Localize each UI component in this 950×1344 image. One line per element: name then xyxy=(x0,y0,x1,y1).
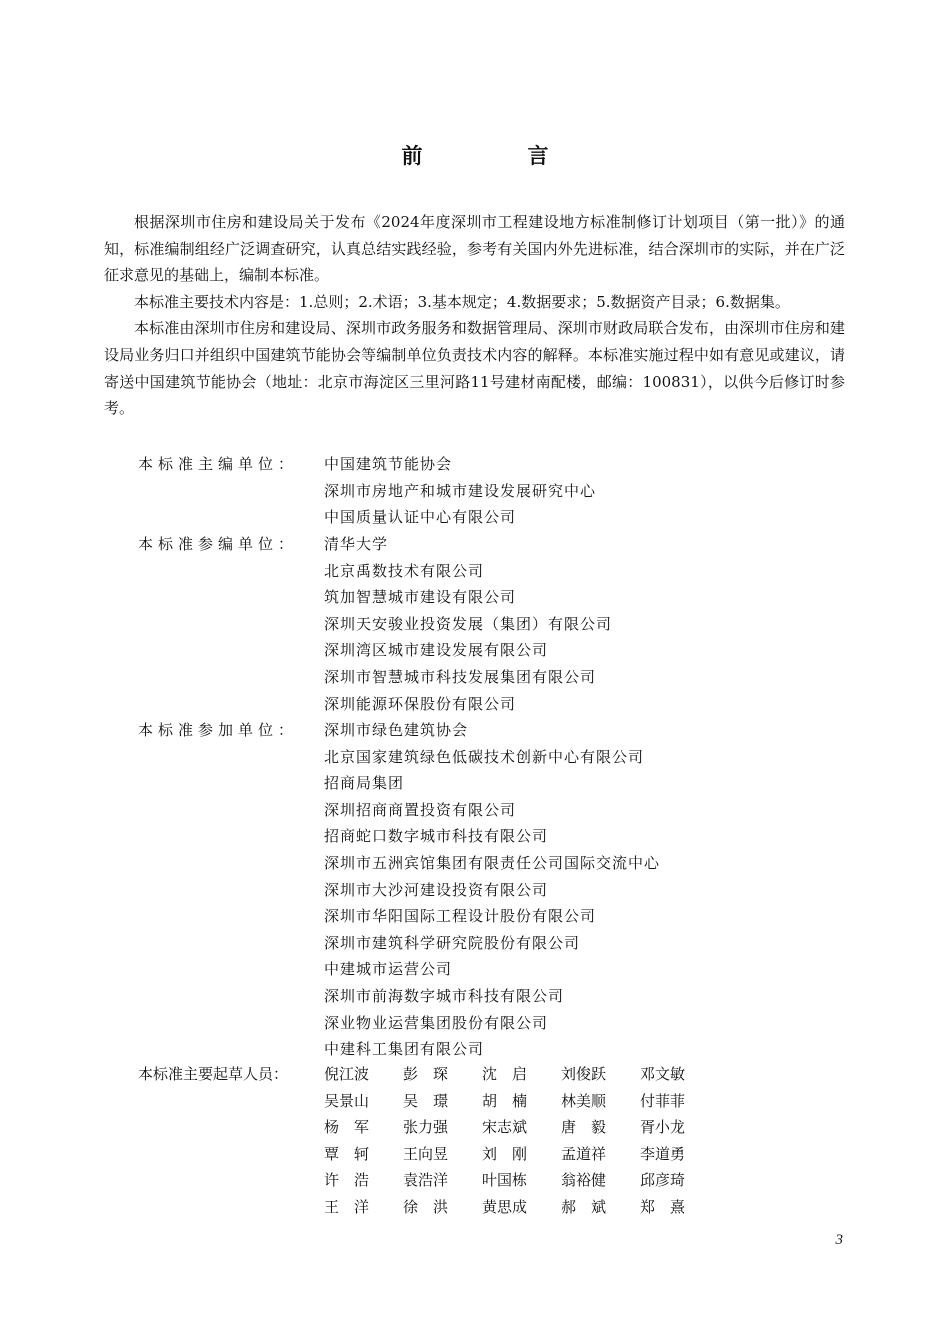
drafters-row xyxy=(324,1061,719,1088)
person-name: 王 洋 xyxy=(324,1197,370,1216)
person-name: 孟道祥 xyxy=(561,1144,607,1163)
person-name: 胡 楠 xyxy=(482,1091,528,1110)
drafters-label: 本标准主要起草人员： xyxy=(138,1065,289,1083)
org-row xyxy=(138,664,858,691)
org-row xyxy=(138,770,858,797)
person-name: 宋志斌 xyxy=(482,1118,528,1137)
org-row xyxy=(138,637,858,664)
person-name: 吴 璟 xyxy=(403,1091,449,1110)
org-row xyxy=(138,797,858,824)
person-name: 杨 军 xyxy=(324,1118,370,1137)
preface-body xyxy=(104,209,845,422)
paragraph-background: 根据深圳市住房和建设局关于发布《2024年度深圳市工程建设地方标准制修订计划项目（第一批）》的通知，标准编制组经广泛调查研究，认真总结实践经验，参考有关国内外先进标准，结合深圳市的实际，并在广泛征求意见的基础上，编制本标准。 xyxy=(104,213,845,285)
org-row xyxy=(138,451,858,478)
drafters-row xyxy=(324,1114,719,1141)
org-row xyxy=(138,717,858,744)
org-row xyxy=(138,691,858,718)
person-name: 张力强 xyxy=(403,1118,449,1137)
person-name: 林美顺 xyxy=(561,1091,607,1110)
co-editor-label: 本标准参编单位： xyxy=(138,535,299,553)
person-name: 倪江波 xyxy=(324,1065,370,1083)
org-name: 中建城市运营公司 xyxy=(324,960,453,979)
person-name: 刘 刚 xyxy=(482,1144,528,1163)
person-name: 付菲菲 xyxy=(640,1091,686,1110)
person-name: 吴景山 xyxy=(324,1091,370,1110)
org-row xyxy=(138,531,858,558)
org-row xyxy=(138,823,858,850)
person-name: 彭 琛 xyxy=(403,1065,449,1083)
person-name: 叶国栋 xyxy=(482,1171,528,1190)
org-row xyxy=(138,850,858,877)
person-name: 唐 毅 xyxy=(561,1118,607,1137)
person-name: 许 浩 xyxy=(324,1171,370,1190)
org-name: 清华大学 xyxy=(324,535,389,553)
paragraph-publication: 本标准由深圳市住房和建设局、深圳市政务服务和数据管理局、深圳市财政局联合发布，由深圳市住房和建设局业务归口并组织中国建筑节能协会等编制单位负责技术内容的解释。本标准实施过程中如有意见或建议，请寄送中国建筑节能协会（地址：北京市海淀区三里河路11号建材南配楼，邮编：100831），以供今后修订时参考。 xyxy=(104,319,845,418)
org-name: 深圳市房地产和城市建设发展研究中心 xyxy=(324,481,597,500)
person-name: 郝 斌 xyxy=(561,1197,607,1216)
org-name: 深圳湾区城市建设发展有限公司 xyxy=(324,641,549,660)
org-name: 中建科工集团有限公司 xyxy=(324,1040,485,1059)
org-row xyxy=(138,1036,858,1063)
org-name: 招商蛇口数字城市科技有限公司 xyxy=(324,827,549,846)
org-row xyxy=(138,478,858,505)
org-row xyxy=(138,877,858,904)
org-row xyxy=(138,983,858,1010)
org-row xyxy=(138,930,858,957)
org-name: 筑加智慧城市建设有限公司 xyxy=(324,588,517,607)
person-name: 郑 熹 xyxy=(640,1197,686,1216)
drafters-row xyxy=(324,1194,719,1221)
chief-editor-label: 本标准主编单位： xyxy=(138,455,299,473)
page-number: 3 xyxy=(835,1232,843,1248)
org-row xyxy=(138,903,858,930)
org-name: 深圳市华阳国际工程设计股份有限公司 xyxy=(324,907,597,926)
person-name: 刘俊跃 xyxy=(561,1065,607,1083)
person-name: 李道勇 xyxy=(640,1144,686,1163)
person-name: 袁浩洋 xyxy=(403,1171,449,1190)
org-name: 深圳招商商置投资有限公司 xyxy=(324,800,517,819)
person-name: 沈 启 xyxy=(482,1065,528,1083)
drafters-row xyxy=(324,1141,719,1168)
org-name: 深业物业运营集团股份有限公司 xyxy=(324,1013,549,1032)
paragraph-contents: 本标准主要技术内容是：1.总则；2.术语；3.基本规定；4.数据要求；5.数据资产目录；6.数据集。 xyxy=(134,292,790,311)
org-name: 中国建筑节能协会 xyxy=(324,455,453,473)
org-name: 深圳市五洲宾馆集团有限责任公司国际交流中心 xyxy=(324,853,661,872)
org-name: 深圳市大沙河建设投资有限公司 xyxy=(324,880,549,899)
org-name: 深圳市智慧城市科技发展集团有限公司 xyxy=(324,667,597,686)
person-name: 邓文敏 xyxy=(640,1065,686,1083)
person-name: 王向昱 xyxy=(403,1144,449,1163)
org-row xyxy=(138,558,858,585)
org-name: 深圳市前海数字城市科技有限公司 xyxy=(324,986,565,1005)
drafters-grid xyxy=(324,1061,719,1221)
participant-label: 本标准参加单位： xyxy=(138,721,299,739)
org-row xyxy=(138,611,858,638)
org-row xyxy=(138,744,858,771)
org-name: 北京国家建筑绿色低碳技术创新中心有限公司 xyxy=(324,747,645,766)
person-name: 胥小龙 xyxy=(640,1118,686,1137)
drafters-row xyxy=(324,1088,719,1115)
org-name: 北京禹数技术有限公司 xyxy=(324,561,485,580)
org-name: 招商局集团 xyxy=(324,774,405,793)
person-name: 邱彦琦 xyxy=(640,1171,686,1190)
person-name: 覃 轲 xyxy=(324,1144,370,1163)
org-name: 中国质量认证中心有限公司 xyxy=(324,508,517,527)
org-row xyxy=(138,1010,858,1037)
org-name: 深圳市建筑科学研究院股份有限公司 xyxy=(324,933,581,952)
org-row xyxy=(138,956,858,983)
org-name: 深圳天安骏业投资发展（集团）有限公司 xyxy=(324,614,613,633)
person-name: 翁裕健 xyxy=(561,1171,607,1190)
drafters-row xyxy=(324,1167,719,1194)
org-name: 深圳市绿色建筑协会 xyxy=(324,721,469,739)
participant-units xyxy=(138,717,858,1063)
org-row xyxy=(138,504,858,531)
page-title: 前 言 xyxy=(401,143,591,168)
org-row xyxy=(138,584,858,611)
person-name: 黄思成 xyxy=(482,1197,528,1216)
co-editor-units xyxy=(138,531,858,717)
chief-editor-units xyxy=(138,451,858,531)
person-name: 徐 洪 xyxy=(403,1197,449,1216)
org-name: 深圳能源环保股份有限公司 xyxy=(324,694,517,713)
